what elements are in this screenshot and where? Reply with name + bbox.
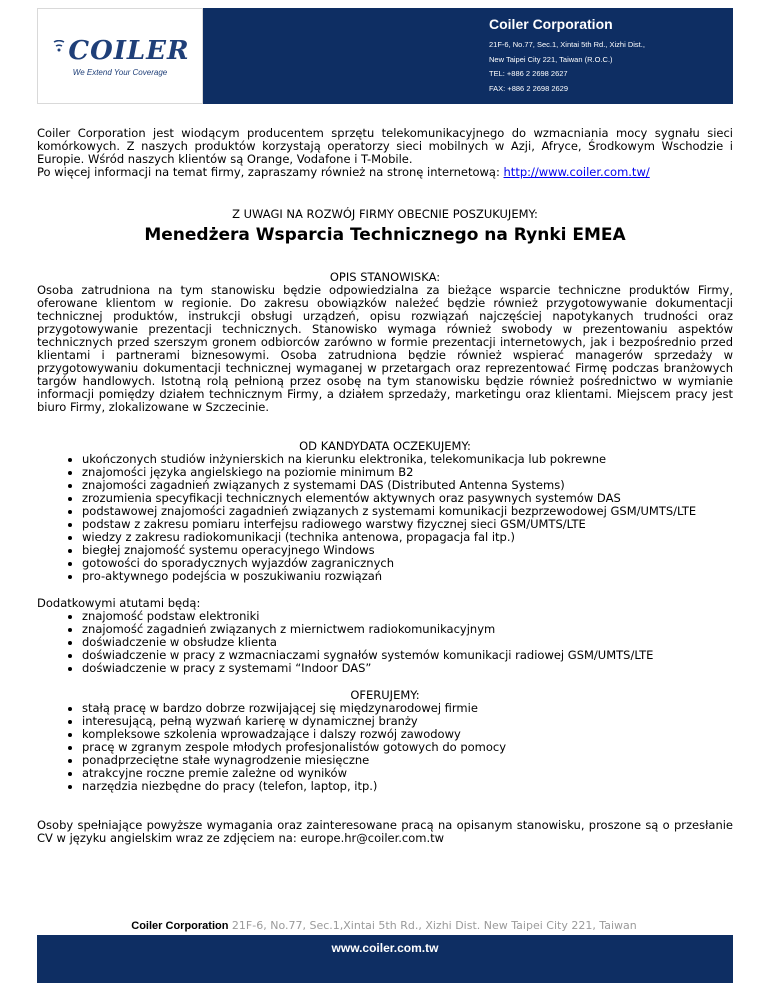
company-name: Coiler Corporation (489, 16, 613, 32)
list-item: • podstawowej znajomości zagadnień związanych z systemami komunikacji bezprzewodowej GSM/UMTS/LTE (82, 505, 733, 518)
logo-tagline: We Extend Your Coverage (72, 67, 168, 77)
logo-wordmark: COILER (68, 35, 190, 66)
list-item: • znajomość podstaw elektroniki (82, 610, 733, 623)
list-item: • doświadczenie w pracy z systemami “Indoor DAS” (82, 662, 733, 675)
fax-number: FAX: +886 2 2698 2629 (489, 83, 569, 93)
more-info-line (37, 166, 733, 179)
phone-number: TEL: +886 2 2698 2627 (489, 69, 568, 78)
intro-paragraph: Coiler Corporation jest wiodącym producentem sprzętu telekomunikacyjnego do wzmacniania mocy sygnału sieci komórkowych. Z naszych produktów korzystają operatorzy sieci mobilnych w Azji, Afryce, Środkowym Wschodzie i Europie. Wśród naszych klientów są Orange, Vodafone i T-Mobile. (37, 126, 733, 166)
list-item: • kompleksowe szkolenia wprowadzające i dalszy rozwój zawodowy (82, 728, 733, 741)
description-paragraph: Osoba zatrudniona na tym stanowisku będzie odpowiedzialna za bieżące wsparcie techniczne produktów Firmy, oferowane klientom w regionie. Do zakresu obowiązków należeć będzie również przygotowywanie dokumentacji technicznej produktów, instrukcji obsługi urządzeń, opisu rozwiązań najczęściej napotykanych trudności oraz przygotowywanie prezentacji technicznych. Stanowisko wymaga również swobody w prezentowaniu aspektów technicznych przed szerszym gronem odbiorców zarówno w formie prezentacji internetowych, jak i bezpośrednio przed klientami i partnerami biznesowymi. Osoba zatrudniona będzie również wspierać managerów sprzedaży w przygotowywaniu dokumentacji technicznej wymaganej w przetargach oraz reprezentować Firmę podczas branżowych targów handlowych. Istotną rolą pełnioną przez osobę na tym stanowisku będzie również pośrednictwo w wymianie informacji pomiędzy działem technicznym Firmy, a działem sprzedaży, marketingu oraz klientami. Miejscem pracy jest biuro Firmy, zlokalizowane w Szczecinie. (37, 283, 733, 414)
job-title: Menedżera Wsparcia Technicznego na Rynki EMEA (144, 225, 626, 245)
document-body (37, 127, 733, 845)
list-item: • doświadczenie w pracy z wzmacniaczami sygnałów systemów komunikacji radiowej GSM/UMTS/LTE (82, 649, 733, 662)
letterhead (37, 8, 733, 104)
company-website-link[interactable]: http://www.coiler.com.tw/ (503, 165, 650, 179)
closing-paragraph: Osoby spełniające powyższe wymagania oraz zainteresowane pracą na opisanym stanowisku, proszone są o przesłanie CV w języku angielskim wraz ze zdjęciem na: europe.hr@coiler.com.tw (37, 818, 733, 845)
description-heading: OPIS STANOWISKA: (329, 270, 441, 284)
list-item: • pracę w zgranym zespole młodych profesjonalistów gotowych do pomocy (82, 741, 733, 754)
subheading: Z UWAGI NA ROZWÓJ FIRMY OBECNIE POSZUKUJEMY: (232, 207, 538, 221)
footer-address-text: 21F-6, No.77, Sec.1,Xintai 5th Rd., Xizhi Dist. New Taipei City 221, Taiwan (228, 919, 637, 932)
list-item: • biegłej znajomość systemu operacyjnego Windows (82, 544, 733, 557)
more-info-text: Po więcej informacji na temat firmy, zapraszamy również na stronę internetową: (37, 165, 504, 179)
list-item: • podstaw z zakresu pomiaru interfejsu radiowego warstwy fizycznej sieci GSM/UMTS/LTE (82, 518, 733, 531)
company-logo (37, 8, 203, 104)
list-item: • interesującą, pełną wyzwań karierę w dynamicznej branży (82, 715, 733, 728)
address-line-2: New Taipei City 221, Taiwan (R.O.C.) (489, 54, 613, 64)
footer-website[interactable]: www.coiler.com.tw (331, 941, 439, 955)
footer-bar (37, 935, 733, 983)
assets-list (37, 610, 733, 675)
list-item: • pro-aktywnego podejścia w poszukiwaniu rozwiązań (82, 570, 733, 583)
list-item: • ponadprzeciętne stałe wynagrodzenie miesięczne (82, 754, 733, 767)
list-item: • stałą pracę w bardzo dobrze rozwijającej się międzynarodowej firmie (82, 702, 733, 715)
list-item: • znajomości języka angielskiego na poziomie minimum B2 (82, 466, 733, 479)
address-line-1: 21F-6, No.77, Sec.1, Xintai 5th Rd., Xizhi Dist., (489, 40, 645, 49)
list-item: • znajomości zagadnień związanych z systemami DAS (Distributed Antenna Systems) (82, 479, 733, 492)
logo-mark (50, 36, 189, 66)
assets-heading: Dodatkowymi atutami będą: (37, 596, 201, 610)
footer-company: Coiler Corporation (131, 920, 229, 932)
list-item: • doświadczenie w obsłudze klienta (82, 636, 733, 649)
list-item: • narzędzia niezbędne do pracy (telefon, laptop, itp.) (82, 780, 733, 793)
offer-list (37, 702, 733, 793)
list-item: • ukończonych studiów inżynierskich na kierunku elektronika, telekomunikacja lub pokrewne (82, 453, 733, 466)
signal-waves-icon (50, 40, 68, 62)
requirements-heading: OD KANDYDATA OCZEKUJEMY: (299, 439, 471, 453)
list-item: • wiedzy z zakresu radiokomunikacji (technika antenowa, propagacja fal itp.) (82, 531, 733, 544)
list-item: • znajomość zagadnień związanych z miernictwem radiokomunikacyjnym (82, 623, 733, 636)
company-info-panel (203, 8, 733, 104)
list-item: • zrozumienia specyfikacji technicznych elementów aktywnych oraz pasywnych systemów DAS (82, 492, 733, 505)
requirements-list (37, 453, 733, 583)
list-item: • atrakcyjne roczne premie zależne od wyników (82, 767, 733, 780)
offer-heading: OFERUJEMY: (350, 688, 420, 702)
list-item: • gotowości do sporadycznych wyjazdów zagranicznych (82, 557, 733, 570)
footer-address (0, 919, 768, 932)
